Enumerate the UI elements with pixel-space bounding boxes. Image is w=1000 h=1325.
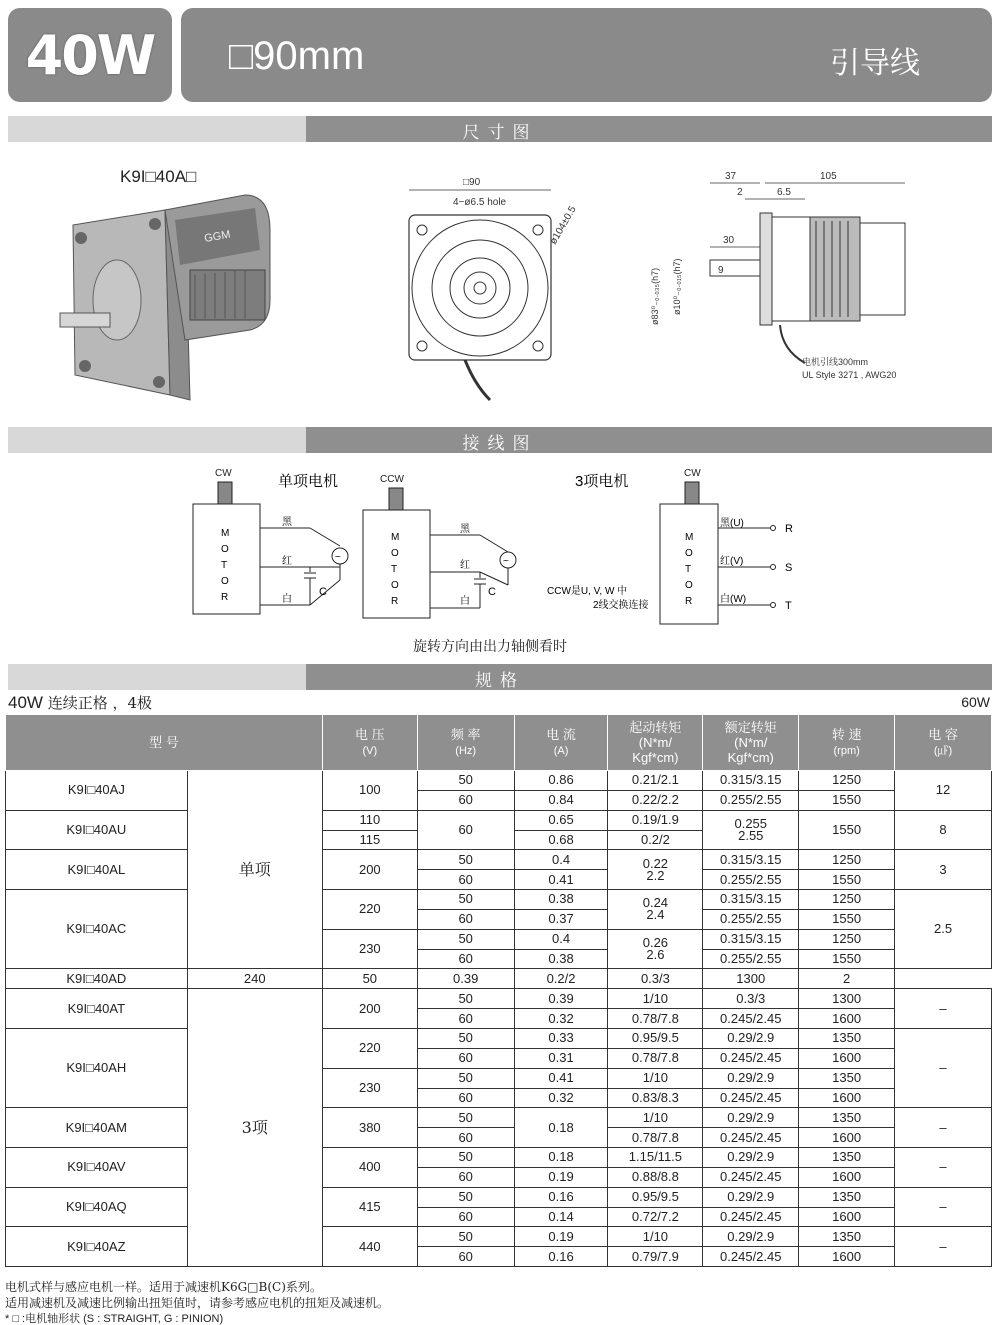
cell-start-torque: 0.26 2.6: [608, 929, 703, 969]
dim-pilot: ø83⁰₋₀.₀₃₅(h7): [650, 267, 660, 325]
motor-letter-3a: M: [685, 532, 694, 543]
cell-rated-torque: 0.245/2.45: [703, 1009, 799, 1029]
th-model: 型 号: [6, 715, 323, 771]
cell-start-torque: 0.24 2.4: [608, 890, 703, 930]
spec-rating-power: 40W: [8, 693, 43, 712]
table-row: [6, 850, 992, 870]
cell-start-torque: 1/10: [608, 989, 703, 1009]
ccw-note-1: CCW是U, V, W 中: [547, 586, 628, 597]
svg-text:~: ~: [503, 556, 509, 567]
cell-rated-torque: 0.255/2.55: [703, 870, 799, 890]
table-row: [6, 1028, 992, 1048]
th-capacitor: 电 容 (㎌): [895, 715, 992, 771]
motor-letter-2b: O: [391, 548, 399, 559]
cell-start-torque: 0.72/7.2: [608, 1207, 703, 1227]
spec-power-right: 60W: [961, 694, 990, 710]
cell-freq: 60: [417, 1128, 514, 1148]
cell-voltage: 200: [322, 850, 417, 890]
section-bar-dimensions: [8, 116, 992, 142]
cell-rated-torque: 0.315/3.15: [703, 890, 799, 910]
cell-start-torque: 0.22/2.2: [608, 790, 703, 810]
cell-current: 0.38: [514, 890, 608, 910]
cell-speed: 1350: [799, 1028, 895, 1048]
motor-letter-2a: M: [391, 532, 400, 543]
cell-current: 0.41: [514, 870, 608, 890]
cell-speed: 1250: [799, 850, 895, 870]
cell-current: 0.86: [514, 771, 608, 791]
cell-current: 0.19: [514, 1167, 608, 1187]
motor-letter-2e: R: [391, 596, 399, 607]
cell-speed: 1250: [799, 929, 895, 949]
cell-voltage: 220: [322, 1028, 417, 1068]
frame-size: □90mm: [229, 34, 365, 78]
cap-label-2: C: [488, 586, 496, 598]
motor-photo: [55, 190, 285, 405]
cell-start-torque: 0.19/1.9: [608, 810, 703, 830]
cell-current: 0.33: [514, 1028, 608, 1048]
dim-37: 37: [725, 171, 737, 182]
cell-current: 0.32: [514, 1088, 608, 1108]
table-row: [6, 810, 992, 830]
cell-speed: 1550: [799, 949, 895, 969]
table-row: [6, 890, 992, 910]
cell-rated-torque: 0.245/2.45: [703, 1207, 799, 1227]
cell-capacitor: –: [895, 1227, 992, 1267]
footer-note-3: * □ :电机轴形状 (S : STRAIGHT, G : PINION): [5, 1313, 224, 1325]
power-badge: [8, 8, 172, 102]
wiring-diagram: [180, 460, 820, 630]
svg-text:~: ~: [335, 552, 341, 563]
ccw-label: CCW: [380, 474, 404, 485]
cell-capacitor: 2: [799, 969, 895, 989]
cell-start-torque: 0.22 2.2: [608, 850, 703, 890]
th-voltage: 电 压 (V): [322, 715, 417, 771]
cell-rated-torque: 0.255/2.55: [703, 949, 799, 969]
cell-freq: 50: [417, 1028, 514, 1048]
cell-speed: 1350: [799, 1148, 895, 1168]
section-bar-spec: [8, 664, 992, 690]
motor-letter-3e: R: [685, 596, 693, 607]
cell-current: 0.39: [514, 989, 608, 1009]
dim-square: □90: [463, 177, 481, 188]
cell-freq: 50: [417, 989, 514, 1009]
cell-current: 0.18: [514, 1148, 608, 1168]
cell-start-torque: 0.78/7.8: [608, 1128, 703, 1148]
table-row: [6, 969, 992, 989]
cell-model: K9I□40AM: [6, 1108, 188, 1148]
cell-freq: 60: [417, 870, 514, 890]
cell-voltage: 230: [322, 929, 417, 969]
cell-start-torque: 1/10: [608, 1068, 703, 1088]
motor-letter-3d: O: [685, 580, 693, 591]
cell-speed: 1350: [799, 1187, 895, 1207]
cell-freq: 50: [417, 929, 514, 949]
motor-letter-1a: M: [221, 528, 230, 539]
side-view-drawing: [640, 165, 940, 395]
cell-voltage: 240: [187, 969, 322, 989]
cell-phase-single: 单项: [187, 771, 322, 969]
cell-current: 0.16: [514, 1187, 608, 1207]
cell-speed: 1350: [799, 1108, 895, 1128]
cell-rated-torque: 0.245/2.45: [703, 1048, 799, 1068]
section-title-wiring: 接线图: [462, 434, 538, 454]
cell-voltage: 440: [322, 1227, 417, 1267]
wire-u: 黑(U): [720, 518, 744, 529]
terminal-r: R: [785, 523, 793, 535]
cell-voltage: 200: [322, 989, 417, 1029]
cell-speed: 1350: [799, 1227, 895, 1247]
cell-capacitor: 8: [895, 810, 992, 850]
dim-6-5: 6.5: [777, 187, 791, 198]
cell-capacitor: –: [895, 989, 992, 1029]
cell-rated-torque: 0.3/3: [703, 989, 799, 1009]
cell-speed: 1350: [799, 1068, 895, 1088]
table-row: [6, 1148, 992, 1168]
cell-current: 0.38: [514, 949, 608, 969]
motor-letter-2d: O: [391, 580, 399, 591]
lead-length: 电机引线300mm: [802, 357, 869, 367]
th-speed: 转 速 (rpm): [799, 715, 895, 771]
cell-speed: 1250: [799, 890, 895, 910]
cell-rated-torque: 0.315/3.15: [703, 850, 799, 870]
cell-rated-torque: 0.3/3: [608, 969, 703, 989]
cell-rated-torque: 0.29/2.9: [703, 1028, 799, 1048]
cw-label-3: CW: [684, 468, 701, 479]
dim-holes: 4−ø6.5 hole: [453, 197, 507, 208]
cell-model: K9I□40AD: [6, 969, 188, 989]
cell-model: K9I□40AQ: [6, 1187, 188, 1227]
cell-voltage: 380: [322, 1108, 417, 1148]
cell-speed: 1600: [799, 1167, 895, 1187]
cell-model: K9I□40AL: [6, 850, 188, 890]
cell-current: 0.18: [514, 1108, 608, 1148]
wire-white-2: 白: [460, 596, 470, 607]
cell-freq: 60: [417, 1009, 514, 1029]
table-row: [6, 1227, 992, 1247]
cell-speed: 1600: [799, 1009, 895, 1029]
cell-rated-torque: 0.255/2.55: [703, 790, 799, 810]
motor-letter-1c: T: [221, 560, 228, 571]
cell-voltage: 230: [322, 1068, 417, 1108]
cell-start-torque: 0.2/2: [514, 969, 608, 989]
cell-current: 0.31: [514, 1048, 608, 1068]
spec-rating-rest: 连续正格 ，4极: [42, 694, 153, 712]
cell-speed: 1600: [799, 1128, 895, 1148]
cell-rated-torque: 0.29/2.9: [703, 1068, 799, 1088]
cell-voltage: 220: [322, 890, 417, 930]
spec-table: [5, 714, 992, 1267]
power-label: 40W: [25, 24, 155, 87]
cell-voltage: 415: [322, 1187, 417, 1227]
motor-letter-1b: O: [221, 544, 229, 555]
motor-letter-2c: T: [391, 564, 398, 575]
cell-freq: 60: [417, 1088, 514, 1108]
cell-start-torque: 0.79/7.9: [608, 1247, 703, 1267]
dim-2: 2: [737, 187, 743, 198]
cell-rated-torque: 0.29/2.9: [703, 1108, 799, 1128]
cell-speed: 1250: [799, 771, 895, 791]
cell-freq: 60: [417, 949, 514, 969]
th-start-torque: 起动转矩 (N*m/ Kgf*cm): [608, 715, 703, 771]
cell-start-torque: 1/10: [608, 1227, 703, 1247]
wire-red-1: 红: [282, 556, 292, 567]
table-header-row: [6, 715, 992, 771]
cell-model: K9I□40AT: [6, 989, 188, 1029]
cell-speed: 1600: [799, 1088, 895, 1108]
th-current: 电 流 (A): [514, 715, 608, 771]
cell-rated-torque: 0.245/2.45: [703, 1128, 799, 1148]
cell-model: K9I□40AJ: [6, 771, 188, 811]
wire-black-1: 黑: [282, 517, 292, 528]
section-title-spec: 规格: [475, 671, 525, 691]
cell-freq: 60: [417, 1207, 514, 1227]
cell-start-torque: 0.95/9.5: [608, 1187, 703, 1207]
table-row: [6, 1187, 992, 1207]
cell-current: 0.39: [417, 969, 514, 989]
lead-ul-style: UL Style 3271 , AWG20: [802, 370, 897, 380]
cell-capacitor: –: [895, 1148, 992, 1188]
rotation-note: 旋转方向由出力轴侧看时: [413, 639, 567, 655]
cell-rated-torque: 0.245/2.45: [703, 1088, 799, 1108]
cell-voltage: 110: [322, 810, 417, 830]
cell-freq: 60: [417, 790, 514, 810]
spec-rating: [8, 692, 152, 713]
motor-letter-1e: R: [221, 592, 229, 603]
cell-capacitor: 12: [895, 771, 992, 811]
cell-current: 0.4: [514, 850, 608, 870]
cell-model: K9I□40AC: [6, 890, 188, 969]
cell-current: 0.84: [514, 790, 608, 810]
front-view-drawing: [395, 170, 585, 410]
cell-rated-torque: 0.29/2.9: [703, 1148, 799, 1168]
wire-red-2: 红: [460, 560, 470, 571]
cell-speed: 1300: [703, 969, 799, 989]
wire-white-1: 白: [282, 594, 292, 605]
wire-w: 白(W): [720, 594, 747, 605]
cell-speed: 1600: [799, 1207, 895, 1227]
table-row: [6, 1108, 992, 1128]
cell-current: 0.16: [514, 1247, 608, 1267]
table-row: [6, 989, 992, 1009]
cell-current: 0.4: [514, 929, 608, 949]
cell-rated-torque: 0.315/3.15: [703, 771, 799, 791]
cell-freq: 50: [417, 1108, 514, 1128]
section-bar-wiring: [8, 427, 992, 453]
cell-freq: 50: [322, 969, 417, 989]
model-label: K9I□40A□: [120, 167, 197, 186]
svg-text:GGM: GGM: [203, 228, 232, 245]
motor-letter-3c: T: [685, 564, 692, 575]
cell-model: K9I□40AV: [6, 1148, 188, 1188]
dim-shaft: ø10⁰₋₀.₀₁₅(h7): [672, 258, 682, 315]
cell-freq: 50: [417, 1227, 514, 1247]
cell-freq: 50: [417, 850, 514, 870]
three-phase-title: 3项电机: [575, 473, 629, 490]
ccw-note-2: 2线交换连接: [593, 600, 649, 611]
cell-model: K9I□40AH: [6, 1028, 188, 1107]
cell-phase-three: 3项: [187, 989, 322, 1267]
cell-current: 0.19: [514, 1227, 608, 1247]
cell-start-torque: 1.15/11.5: [608, 1148, 703, 1168]
cell-freq: 60: [417, 909, 514, 929]
cell-current: 0.41: [514, 1068, 608, 1088]
cap-label-1: C: [319, 586, 327, 598]
cell-capacitor: –: [895, 1028, 992, 1107]
cell-current: 0.37: [514, 909, 608, 929]
cell-speed: 1550: [799, 790, 895, 810]
cell-rated-torque: 0.245/2.45: [703, 1247, 799, 1267]
cell-speed: 1600: [799, 1247, 895, 1267]
terminal-s: S: [785, 562, 793, 574]
motor-letter-3b: O: [685, 548, 693, 559]
th-rated-torque: 额定转矩 (N*m/ Kgf*cm): [703, 715, 799, 771]
cell-rated-torque: 0.245/2.45: [703, 1167, 799, 1187]
cell-capacitor: 2.5: [895, 890, 992, 969]
cell-voltage: 115: [322, 830, 417, 850]
cell-voltage: 400: [322, 1148, 417, 1188]
cell-model: K9I□40AZ: [6, 1227, 188, 1267]
cell-freq: 50: [417, 1068, 514, 1088]
dim-30: 30: [723, 235, 735, 246]
dim-pcd: ø104±0.5: [548, 204, 579, 247]
cell-speed: 1550: [799, 909, 895, 929]
cell-current: 0.32: [514, 1009, 608, 1029]
dim-105: 105: [820, 171, 837, 182]
cell-capacitor: –: [895, 1187, 992, 1227]
cell-capacitor: –: [895, 1108, 992, 1148]
section-title-dimensions: 尺寸图: [462, 123, 538, 143]
motor-letter-1d: O: [221, 576, 229, 587]
cell-speed: 1550: [799, 870, 895, 890]
cell-current: 0.14: [514, 1207, 608, 1227]
cell-speed: 1600: [799, 1048, 895, 1068]
terminal-t: T: [785, 600, 792, 612]
cell-freq: 50: [417, 771, 514, 791]
cell-freq: 50: [417, 1148, 514, 1168]
cell-model: K9I□40AU: [6, 810, 188, 850]
cell-freq: 50: [417, 890, 514, 910]
single-phase-title: 单项电机: [278, 473, 339, 490]
th-frequency: 频 率 (Hz): [417, 715, 514, 771]
cell-freq: 60: [417, 1167, 514, 1187]
dim-9: 9: [718, 265, 724, 276]
cell-current: 0.65: [514, 810, 608, 830]
footer-note-2: 适用减速机及减速比例输出扭矩值时，请参考感应电机的扭矩及减速机。: [5, 1296, 390, 1310]
cell-voltage: 100: [322, 771, 417, 811]
cell-start-torque: 0.21/2.1: [608, 771, 703, 791]
cw-label-1: CW: [215, 468, 232, 479]
table-row: [6, 771, 992, 791]
header-bar: [181, 8, 992, 102]
cell-rated-torque: 0.29/2.9: [703, 1227, 799, 1247]
cell-current: 0.68: [514, 830, 608, 850]
cell-capacitor: 3: [895, 850, 992, 890]
cell-speed: 1300: [799, 989, 895, 1009]
cell-rated-torque: 0.255 2.55: [703, 810, 799, 850]
cell-freq: 50: [417, 1187, 514, 1207]
cell-start-torque: 0.78/7.8: [608, 1009, 703, 1029]
cell-start-torque: 0.95/9.5: [608, 1028, 703, 1048]
cell-start-torque: 0.2/2: [608, 830, 703, 850]
wire-v: 红(V): [720, 556, 744, 567]
cell-start-torque: 1/10: [608, 1108, 703, 1128]
cell-start-torque: 0.78/7.8: [608, 1048, 703, 1068]
cell-rated-torque: 0.315/3.15: [703, 929, 799, 949]
cell-freq: 60: [417, 1247, 514, 1267]
cell-rated-torque: 0.29/2.9: [703, 1187, 799, 1207]
footer-note-1: 电机式样与感应电机一样。适用于减速机K6G□B(C)系列。: [5, 1280, 322, 1294]
cell-speed: 1550: [799, 810, 895, 850]
cell-freq: 60: [417, 1048, 514, 1068]
cell-rated-torque: 0.255/2.55: [703, 909, 799, 929]
cell-freq: 60: [417, 810, 514, 850]
cell-start-torque: 0.83/8.3: [608, 1088, 703, 1108]
cell-start-torque: 0.88/8.8: [608, 1167, 703, 1187]
lead-type: 引导线: [830, 46, 920, 81]
wire-black-2: 黑: [460, 524, 470, 535]
